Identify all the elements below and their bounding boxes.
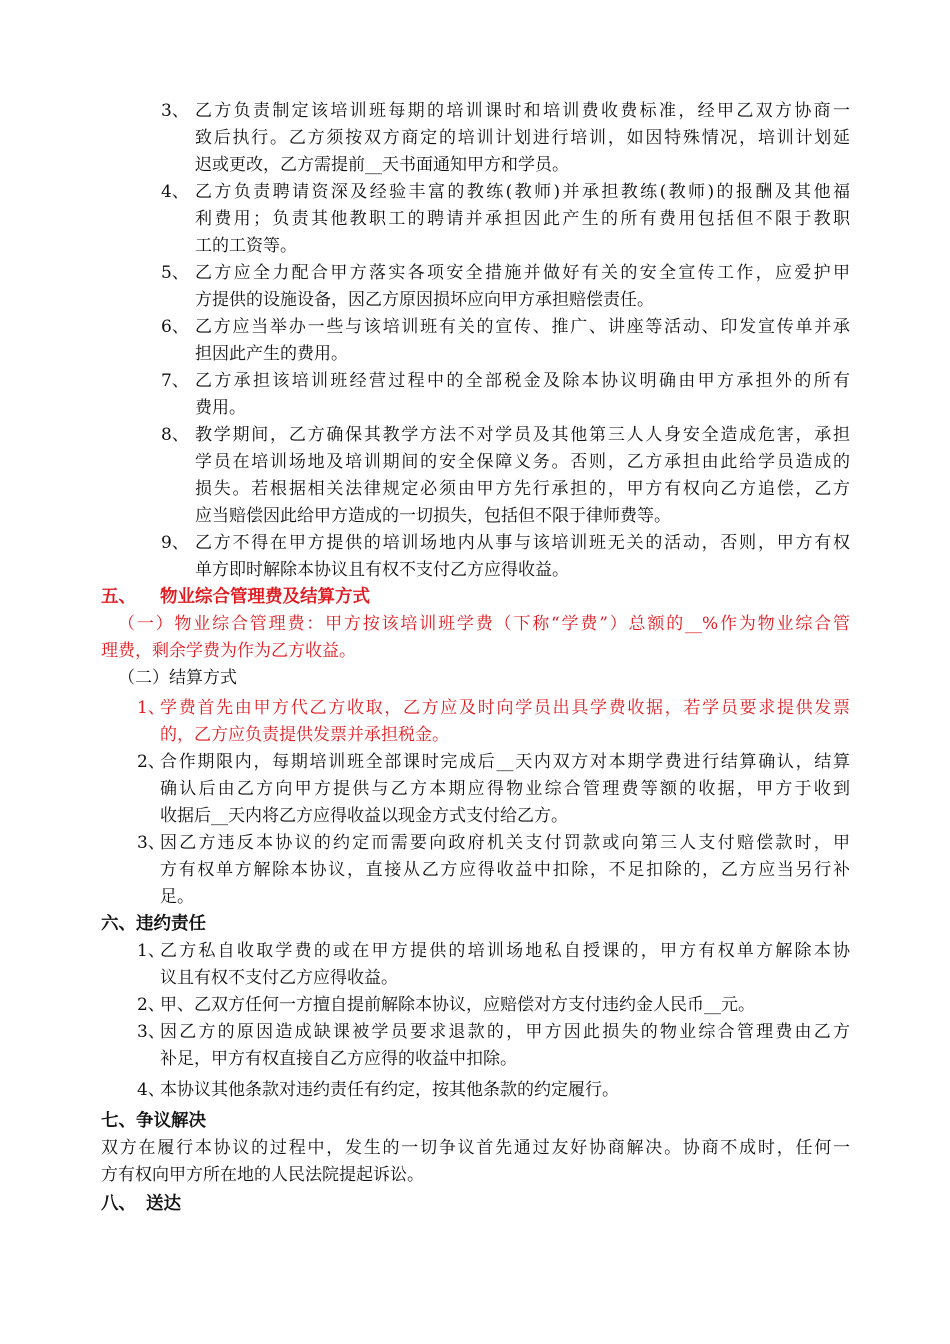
item-text-line: 补足，甲方有权直接自乙方应得的收益中扣除。	[160, 1049, 517, 1069]
item-text-line: 费用。	[195, 398, 246, 418]
item-text-line: 因乙方违反本协议的约定而需要向政府机关支付罚款或向第三人支付赔偿款时，甲	[160, 833, 850, 853]
item-text-line: 损失。若根据相关法律规定必须由甲方先行承担的，甲方有权向乙方追偿，乙方	[195, 479, 850, 499]
item-number: 3、	[137, 833, 165, 853]
item-number: 2、	[137, 995, 165, 1015]
item-number: 3、	[137, 1022, 165, 1042]
item-text-line: 乙方负责制定该培训班每期的培训课时和培训费收费标准，经甲乙双方协商一	[195, 101, 850, 121]
item-text-line: 工的工资等。	[195, 236, 297, 256]
paragraph-line: （一）物业综合管理费：甲方按该培训班学费（下称“学费”）总额的__%作为物业综合管	[118, 614, 850, 634]
item-text-line: 单方即时解除本协议且有权不支付乙方应得收益。	[195, 560, 569, 580]
item-text-line: 应当赔偿因此给甲方造成的一切损失，包括但不限于律师费等。	[195, 506, 671, 526]
item-text-line: 迟或更改，乙方需提前__天书面通知甲方和学员。	[195, 155, 569, 175]
section-heading: 六、违约责任	[101, 914, 206, 934]
item-number: 8、	[161, 425, 189, 445]
item-number: 3、	[161, 101, 189, 121]
item-text-line: 学费首先由甲方代乙方收取，乙方应及时向学员出具学费收据，若学员要求提供发票	[160, 698, 850, 718]
item-text-line: 乙方应全力配合甲方落实各项安全措施并做好有关的安全宣传工作，应爱护甲	[195, 263, 850, 283]
item-number: 5、	[161, 263, 189, 283]
item-text-line: 担因此产生的费用。	[195, 344, 348, 364]
item-text-line: 教学期间，乙方确保其教学方法不对学员及其他第三人人身安全造成危害，承担	[195, 425, 850, 445]
item-number: 7、	[161, 371, 189, 391]
item-number: 1、	[137, 941, 165, 961]
item-number: 6、	[161, 317, 189, 337]
item-text-line: 方有权单方解除本协议，直接从乙方应得收益中扣除，不足扣除的，乙方应当另行补	[160, 860, 850, 880]
section-heading: 物业综合管理费及结算方式	[160, 587, 370, 607]
item-text-line: 议且有权不支付乙方应得收益。	[160, 968, 398, 988]
item-text-line: 乙方应当举办一些与该培训班有关的宣传、推广、讲座等活动、印发宣传单并承	[195, 317, 850, 337]
item-text-line: 致后执行。乙方须按双方商定的培训计划进行培训，如因特殊情况，培训计划延	[195, 128, 850, 148]
subsection-heading: （二）结算方式	[118, 668, 237, 688]
item-text-line: 甲、乙双方任何一方擅自提前解除本协议，应赔偿对方支付违约金人民币__元。	[160, 995, 755, 1015]
item-text-line: 学员在培训场地及培训期间的安全保障义务。否则，乙方承担由此给学员造成的	[195, 452, 850, 472]
item-text-line: 合作期限内，每期培训班全部课时完成后__天内双方对本期学费进行结算确认，结算	[160, 752, 850, 772]
item-text-line: 因乙方的原因造成缺课被学员要求退款的，甲方因此损失的物业综合管理费由乙方	[160, 1022, 850, 1042]
item-number: 9、	[161, 533, 189, 553]
item-text-line: 乙方承担该培训班经营过程中的全部税金及除本协议明确由甲方承担外的所有	[195, 371, 850, 391]
item-number: 1、	[137, 698, 165, 718]
item-text-line: 收据后__天内将乙方应得收益以现金方式支付给乙方。	[160, 806, 568, 826]
item-text-line: 乙方负责聘请资深及经验丰富的教练(教师)并承担教练(教师)的报酬及其他福	[195, 182, 850, 202]
item-number: 4、	[161, 182, 189, 202]
item-number: 2、	[137, 752, 165, 772]
section-heading: 送达	[146, 1194, 181, 1214]
item-text-line: 本协议其他条款对违约责任有约定，按其他条款的约定履行。	[160, 1080, 619, 1100]
section-heading: 七、争议解决	[101, 1111, 206, 1131]
paragraph-line: 方有权向甲方所在地的人民法院提起诉讼。	[101, 1165, 424, 1185]
item-text-line: 利费用；负责其他教职工的聘请并承担因此产生的所有费用包括但不限于教职	[195, 209, 850, 229]
item-number: 4、	[137, 1080, 165, 1100]
item-text-line: 乙方不得在甲方提供的培训场地内从事与该培训班无关的活动，否则，甲方有权	[195, 533, 850, 553]
section-number: 八、	[101, 1194, 136, 1214]
item-text-line: 确认后由乙方向甲方提供与乙方本期应得物业综合管理费等额的收据，甲方于收到	[160, 779, 850, 799]
item-text-line: 方提供的设施设备，因乙方原因损坏应向甲方承担赔偿责任。	[195, 290, 654, 310]
paragraph-line: 理费，剩余学费为作为乙方收益。	[101, 641, 356, 661]
paragraph-line: 双方在履行本协议的过程中，发生的一切争议首先通过友好协商解决。协商不成时，任何一	[101, 1138, 850, 1158]
section-number: 五、	[101, 587, 136, 607]
item-text-line: 足。	[160, 887, 194, 907]
item-text-line: 乙方私自收取学费的或在甲方提供的培训场地私自授课的，甲方有权单方解除本协	[160, 941, 850, 961]
item-text-line: 的，乙方应负责提供发票并承担税金。	[160, 725, 449, 745]
